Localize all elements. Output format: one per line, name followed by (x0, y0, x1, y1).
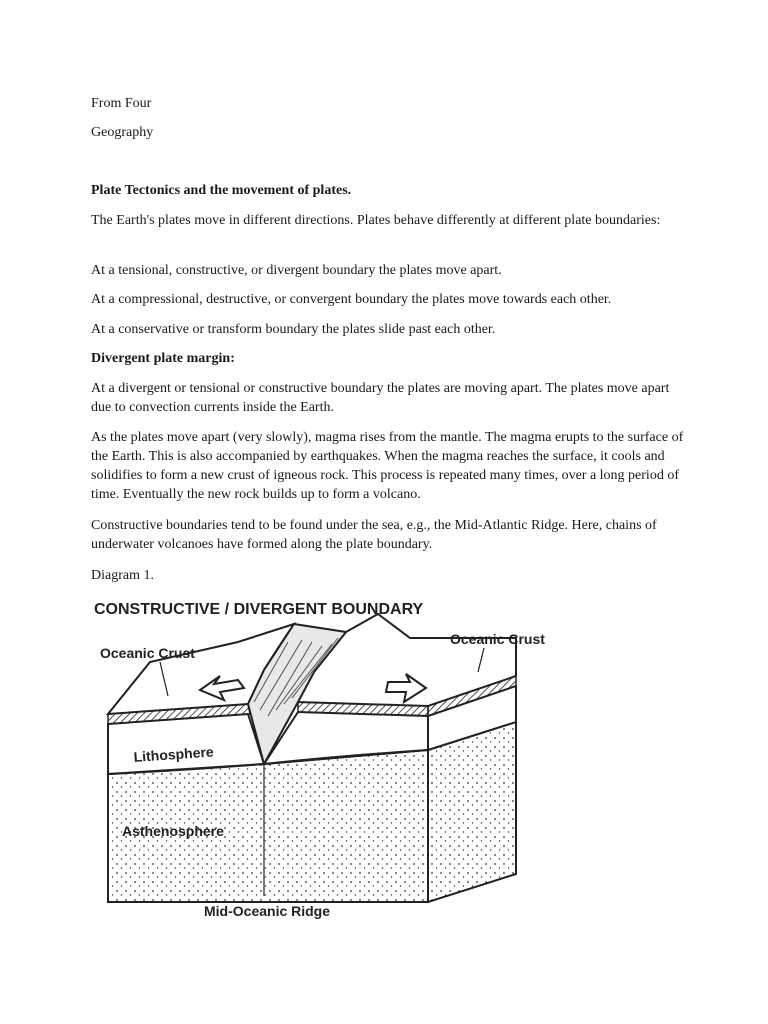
asthenosphere-side-face (428, 722, 516, 902)
diagram-title: CONSTRUCTIVE / DIVERGENT BOUNDARY (94, 601, 424, 618)
label-mid-oceanic-ridge: Mid-Oceanic Ridge (204, 903, 331, 919)
section-heading: Plate Tectonics and the movement of plates. (91, 183, 352, 198)
paragraph-compressional: At a compressional, destructive, or convergent boundary the plates move towards each other. (91, 292, 612, 307)
paragraph-divergent: At a divergent or tensional or constructive boundary the plates are moving apart. The plates move apart due to convection currents inside the Earth. (91, 381, 670, 415)
header-line-1: From Four (91, 96, 152, 111)
label-lithosphere: Lithosphere (133, 743, 215, 765)
divergent-boundary-diagram (88, 592, 548, 924)
paragraph-conservative: At a conservative or transform boundary the plates slide past each other. (91, 322, 496, 337)
header-line-2: Geography (91, 125, 154, 140)
label-right-oceanic-crust: Oceanic Crust (450, 631, 545, 647)
label-left-oceanic-crust: Oceanic Crust (100, 645, 195, 661)
diagram-caption: Diagram 1. (91, 568, 154, 583)
paragraph-plates-intro: The Earth's plates move in different directions. Plates behave differently at different plate boundaries: (91, 213, 661, 228)
label-asthenosphere: Asthenosphere (122, 823, 224, 839)
paragraph-tensional: At a tensional, constructive, or divergent boundary the plates move apart. (91, 263, 502, 278)
paragraph-magma: As the plates move apart (very slowly), magma rises from the mantle. The magma erupts to the surface of the Earth. This is also accompanied by earthquakes. When the magma reaches the surface, it cools and solidifies to form a new crust of igneous rock. This process is repeated many times, over a long period of time. Eventually the new rock builds up to form a volcano. (91, 430, 684, 502)
paragraph-constructive: Constructive boundaries tend to be found under the sea, e.g., the Mid-Atlantic Ridge. Here, chains of underwater volcanoes have formed along the plate boundary. (91, 518, 657, 552)
subheading-divergent: Divergent plate margin: (91, 351, 235, 366)
